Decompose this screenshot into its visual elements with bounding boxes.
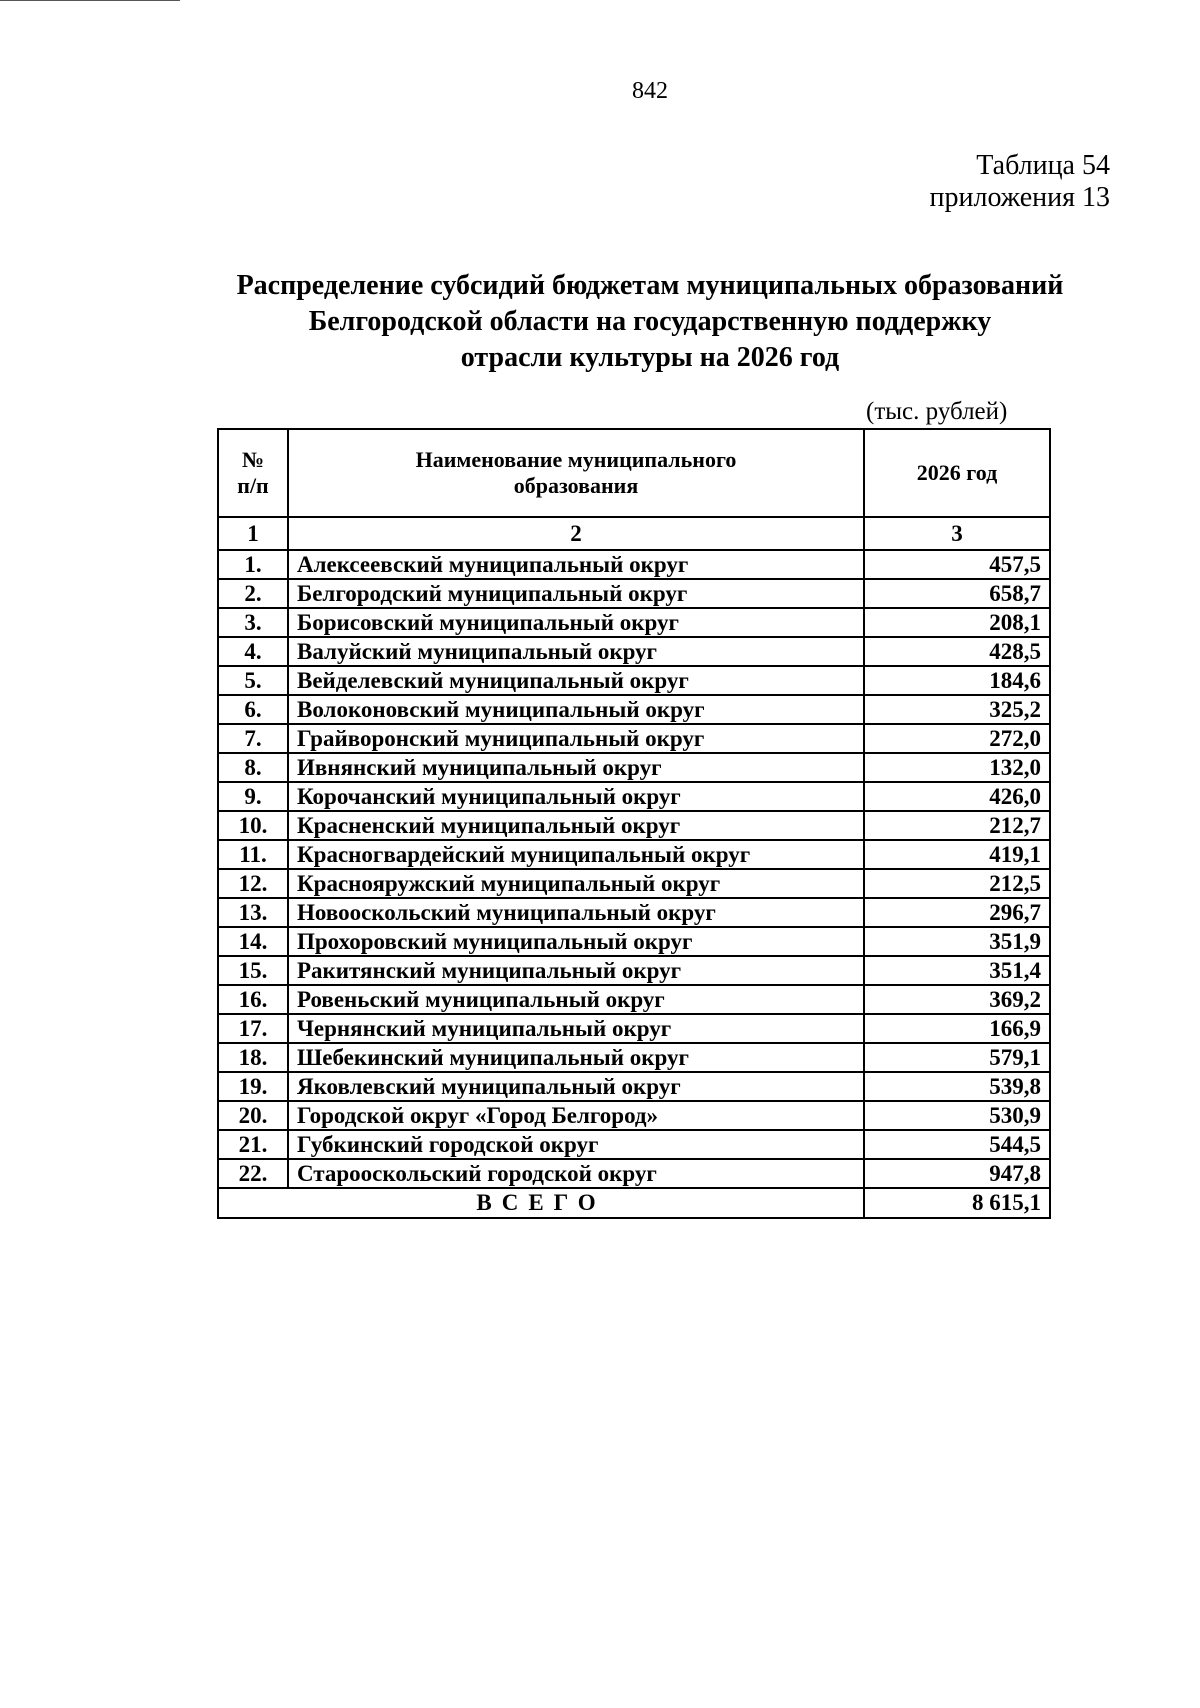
title-line-1: Распределение субсидий бюджетам муниципальных образований xyxy=(236,270,1064,301)
title-line-3: отрасли культуры на 2026 год xyxy=(460,342,840,373)
column-number: 3 xyxy=(864,517,1050,550)
municipality-name: Шебекинский муниципальный округ xyxy=(288,1043,864,1072)
title-line-2: Белгородской области на государственную поддержку xyxy=(308,306,992,337)
table-row xyxy=(218,1130,1050,1159)
row-number: 2. xyxy=(218,579,288,608)
top-rule xyxy=(0,0,180,1)
row-number: 5. xyxy=(218,666,288,695)
header-name-line-2: образования xyxy=(513,473,639,498)
municipality-name: Корочанский муниципальный округ xyxy=(288,782,864,811)
page-number: 842 xyxy=(632,78,668,104)
municipality-name: Городской округ «Город Белгород» xyxy=(288,1101,864,1130)
table-row xyxy=(218,753,1050,782)
header-year: 2026 год xyxy=(864,429,1050,517)
subsidy-value: 658,7 xyxy=(864,579,1050,608)
table-row xyxy=(218,1072,1050,1101)
municipality-name: Ракитянский муниципальный округ xyxy=(288,956,864,985)
subsidy-value: 544,5 xyxy=(864,1130,1050,1159)
subsidy-value: 539,8 xyxy=(864,1072,1050,1101)
header-num-line-1: № xyxy=(241,447,265,472)
table-row xyxy=(218,985,1050,1014)
table-ref-line-1: Таблица 54 xyxy=(976,150,1110,181)
row-number: 16. xyxy=(218,985,288,1014)
table-row xyxy=(218,666,1050,695)
table-row xyxy=(218,782,1050,811)
subsidy-value: 579,1 xyxy=(864,1043,1050,1072)
table-row xyxy=(218,637,1050,666)
municipality-name: Белгородский муниципальный округ xyxy=(288,579,864,608)
municipality-name: Красненский муниципальный округ xyxy=(288,811,864,840)
units-label: (тыс. рублей) xyxy=(866,398,1008,425)
subsidy-value: 325,2 xyxy=(864,695,1050,724)
subsidy-table xyxy=(217,428,1051,1219)
header-name xyxy=(288,429,864,517)
municipality-name: Волоконовский муниципальный округ xyxy=(288,695,864,724)
municipality-name: Борисовский муниципальный округ xyxy=(288,608,864,637)
table-row xyxy=(218,869,1050,898)
municipality-name: Вейделевский муниципальный округ xyxy=(288,666,864,695)
column-numbers-row xyxy=(218,517,1050,550)
table-row xyxy=(218,927,1050,956)
row-number: 9. xyxy=(218,782,288,811)
subsidy-value: 296,7 xyxy=(864,898,1050,927)
header-num xyxy=(218,429,288,517)
table-body xyxy=(218,550,1050,1188)
table-row xyxy=(218,695,1050,724)
subsidy-value: 428,5 xyxy=(864,637,1050,666)
row-number: 12. xyxy=(218,869,288,898)
row-number: 10. xyxy=(218,811,288,840)
table-row xyxy=(218,956,1050,985)
municipality-name: Чернянский муниципальный округ xyxy=(288,1014,864,1043)
row-number: 6. xyxy=(218,695,288,724)
column-number: 1 xyxy=(218,517,288,550)
municipality-name: Алексеевский муниципальный округ xyxy=(288,550,864,579)
subsidy-value: 351,9 xyxy=(864,927,1050,956)
municipality-name: Валуйский муниципальный округ xyxy=(288,637,864,666)
subsidy-value: 419,1 xyxy=(864,840,1050,869)
row-number: 1. xyxy=(218,550,288,579)
table-reference xyxy=(930,150,1111,214)
subsidy-value: 947,8 xyxy=(864,1159,1050,1188)
subsidy-value: 369,2 xyxy=(864,985,1050,1014)
subsidy-value: 166,9 xyxy=(864,1014,1050,1043)
municipality-name: Ровеньский муниципальный округ xyxy=(288,985,864,1014)
table-row xyxy=(218,840,1050,869)
document-title xyxy=(0,268,1200,376)
row-number: 18. xyxy=(218,1043,288,1072)
subsidy-value: 272,0 xyxy=(864,724,1050,753)
municipality-name: Красногвардейский муниципальный округ xyxy=(288,840,864,869)
header-row xyxy=(218,429,1050,517)
row-number: 15. xyxy=(218,956,288,985)
subsidy-value: 212,5 xyxy=(864,869,1050,898)
row-number: 13. xyxy=(218,898,288,927)
table-row xyxy=(218,1014,1050,1043)
subsidy-value: 208,1 xyxy=(864,608,1050,637)
row-number: 22. xyxy=(218,1159,288,1188)
table-row xyxy=(218,550,1050,579)
municipality-name: Прохоровский муниципальный округ xyxy=(288,927,864,956)
row-number: 21. xyxy=(218,1130,288,1159)
subsidy-value: 351,4 xyxy=(864,956,1050,985)
row-number: 8. xyxy=(218,753,288,782)
row-number: 4. xyxy=(218,637,288,666)
municipality-name: Яковлевский муниципальный округ xyxy=(288,1072,864,1101)
row-number: 3. xyxy=(218,608,288,637)
header-name-line-1: Наименование муниципального xyxy=(415,447,737,472)
table-row xyxy=(218,724,1050,753)
table-row xyxy=(218,811,1050,840)
subsidy-value: 426,0 xyxy=(864,782,1050,811)
table-row xyxy=(218,1043,1050,1072)
table-row xyxy=(218,579,1050,608)
subsidy-value: 132,0 xyxy=(864,753,1050,782)
municipality-name: Грайворонский муниципальный округ xyxy=(288,724,864,753)
table-row xyxy=(218,898,1050,927)
subsidy-value: 184,6 xyxy=(864,666,1050,695)
table-row xyxy=(218,1101,1050,1130)
subsidy-value: 457,5 xyxy=(864,550,1050,579)
table-row xyxy=(218,1159,1050,1188)
header-num-line-2: п/п xyxy=(237,473,269,498)
row-number: 14. xyxy=(218,927,288,956)
row-number: 17. xyxy=(218,1014,288,1043)
total-row xyxy=(218,1188,1050,1218)
municipality-name: Старооскольский городской округ xyxy=(288,1159,864,1188)
subsidy-value: 530,9 xyxy=(864,1101,1050,1130)
table-row xyxy=(218,608,1050,637)
municipality-name: Ивнянский муниципальный округ xyxy=(288,753,864,782)
row-number: 19. xyxy=(218,1072,288,1101)
column-number: 2 xyxy=(288,517,864,550)
total-label: ВСЕГО xyxy=(218,1188,864,1218)
municipality-name: Губкинский городской округ xyxy=(288,1130,864,1159)
total-value: 8 615,1 xyxy=(864,1188,1050,1218)
row-number: 7. xyxy=(218,724,288,753)
row-number: 11. xyxy=(218,840,288,869)
table-ref-line-2: приложения 13 xyxy=(929,182,1110,213)
municipality-name: Краснояружский муниципальный округ xyxy=(288,869,864,898)
municipality-name: Новооскольский муниципальный округ xyxy=(288,898,864,927)
row-number: 20. xyxy=(218,1101,288,1130)
subsidy-value: 212,7 xyxy=(864,811,1050,840)
